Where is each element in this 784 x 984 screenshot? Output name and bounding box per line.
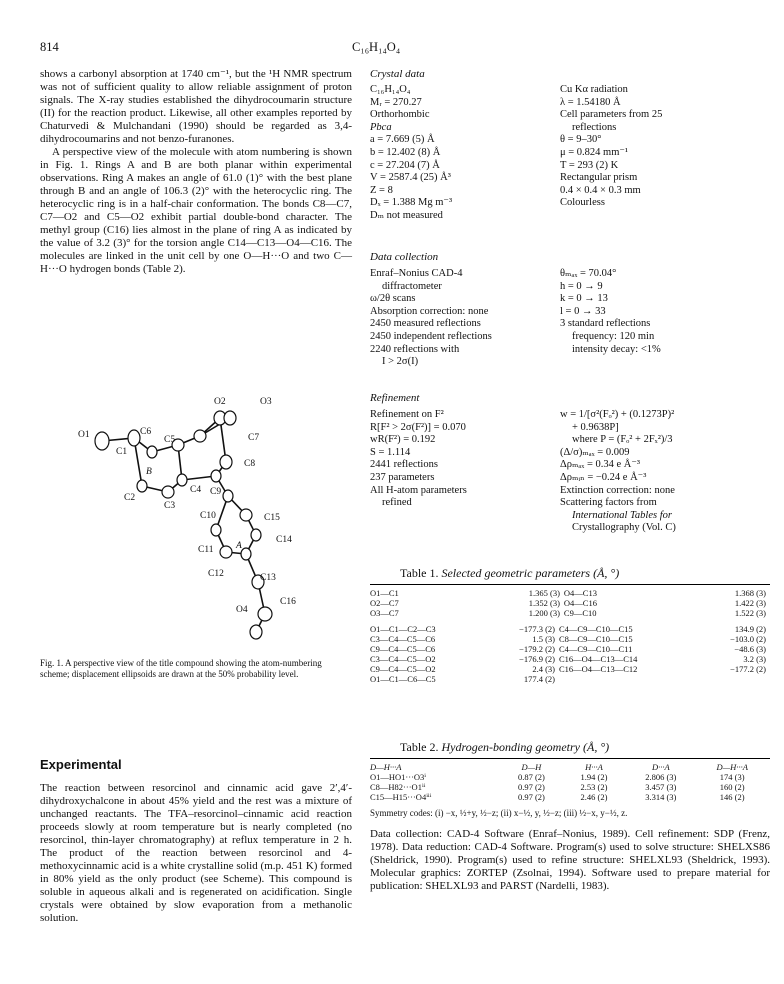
table1-label: Table 1. xyxy=(400,566,439,580)
ring-label-A: A xyxy=(236,541,242,551)
table2-title: Hydrogen-bonding geometry (Å, °) xyxy=(441,740,610,754)
crystal-colour: Colourless xyxy=(560,197,605,209)
table2-hbonds xyxy=(370,762,770,802)
atom-label-C1: C1 xyxy=(116,447,128,457)
diffractometer-cont: diffractometer xyxy=(382,280,442,292)
table2-row-cell: 3.314 (3) xyxy=(645,792,677,802)
page-number: 814 xyxy=(40,40,59,54)
scattering-source: International Tables for xyxy=(572,509,672,521)
atom-label-O4: O4 xyxy=(236,605,248,615)
parameters: 237 parameters xyxy=(370,471,435,483)
table2-header-cell: D—H···A xyxy=(370,762,402,772)
reflections-used: 2441 reflections xyxy=(370,459,438,471)
table1-torsion-row-cell: −48.6 (3) xyxy=(734,644,766,654)
table2-header-cell: H···A xyxy=(585,762,603,772)
refinement-on: Refinement on F² xyxy=(370,409,444,420)
table1-torsion-row-cell: 3.2 (3) xyxy=(743,654,766,664)
table1-bond-row-cell: O4—C16 xyxy=(563,598,597,608)
table1-bond-row-cell: 1.200 (3) xyxy=(528,608,560,618)
table1-torsion-row-cell: C3—C4—C5—O2 xyxy=(370,654,436,664)
refinement-title: Refinement xyxy=(370,392,420,404)
cell-volume: V = 2587.4 (25) Å³ xyxy=(370,172,451,184)
table1-torsion-row-cell: 177.4 (2) xyxy=(523,674,555,684)
measured-reflections: 2450 measured reflections xyxy=(370,318,481,330)
table1-torsion-row-cell: −177.2 (2) xyxy=(730,664,766,674)
theta-range: θ = 9–30° xyxy=(560,134,602,146)
wavelength: λ = 1.54180 Å xyxy=(560,96,621,108)
wr-factor: wR(F²) = 0.192 xyxy=(370,434,436,446)
table1-torsion-row-cell: 134.9 (2) xyxy=(734,624,766,634)
standard-reflections: 3 standard reflections xyxy=(560,318,651,330)
refinement-right xyxy=(560,409,770,535)
atom-label-C14: C14 xyxy=(276,535,292,545)
atom-label-C5: C5 xyxy=(164,435,176,445)
table1-torsion-row xyxy=(370,674,770,684)
table2-row-cell: 0.97 (2) xyxy=(517,792,545,802)
delta-rho-min: Δρₘᵢₙ = −0.24 e Å⁻³ xyxy=(560,471,647,483)
table1-bond-row-cell: C9—C10 xyxy=(563,608,597,618)
atom-label-O3: O3 xyxy=(260,397,272,407)
observed-reflections: 2240 reflections with xyxy=(370,343,460,355)
goodness-of-fit: S = 1.114 xyxy=(370,446,411,458)
table1-title: Selected geometric parameters (Å, °) xyxy=(441,566,620,580)
atom-label-C6: C6 xyxy=(140,427,152,437)
table1-bond-row-cell: O3—C7 xyxy=(370,608,399,618)
experimental-text: The reaction between resorcinol and cinnamic acid gave 2′,4′-dihydroxychalcone in about 45% yield and the rest was a mixture of unchanged reactants. The TFA–resorcinol–cinnamic acid reaction proceeds slowly at room temperature but is nearly completed (no resorcinol, thin-layer chromatography) at reflux temperature in 2 h. The product of the reaction between resorcinol and 4-methoxycinnamic acid is a white crystalline solid (m.p. 451 K) formed in 80% yield as the only product (see Scheme). This compound is soluble in aqueous alkali and is regenerated on acidification. Single crystals were obtained by slow evaporation from a methanolic solution. xyxy=(40,782,352,924)
molecule-figure xyxy=(60,392,360,657)
atom-label-C2: C2 xyxy=(124,493,136,503)
l-range: l = 0 → 33 xyxy=(560,305,606,317)
table1-torsion-row-cell: C4—C9—C10—C11 xyxy=(559,644,633,654)
intro-paragraph-2: A perspective view of the molecule with atom numbering is shown in Fig. 1. Rings A and B are both planar within experimental observations. Ring A makes an angle of 61.0 (1)° with the best plane through B and an angle of 106.3 (2)° with the heterocyclic ring. The heterocyclic ring is in a half-chair conformation. The bonds C8—C7, C7—O2 and C5—O2 exhibit partial double-bond character. The methyl group (C16) lies almost in the plane of ring A as indicated by the value of 3.2 (3)° for the torsion angle C14—C13—O4—C16. The molecules are linked in the unit cell by one O—H···O and two C—H···O hydrogen bonds (Table 2). xyxy=(40,146,352,275)
table1-bond-row xyxy=(370,598,770,608)
scan-type: ω/2θ scans xyxy=(370,293,416,305)
table1-torsion-row-cell: C9—C4—C5—O2 xyxy=(370,664,436,674)
table2-row-cell: 2.806 (3) xyxy=(645,772,677,782)
figure-caption: Fig. 1. A perspective view of the title compound showing the atom-numbering scheme; displacement ellipsoids are drawn at the 50% probability level. xyxy=(40,658,322,679)
table2-row-cell: 3.457 (3) xyxy=(645,782,677,792)
table2-row-cell: 0.97 (2) xyxy=(517,782,545,792)
independent-reflections: 2450 independent reflections xyxy=(370,330,492,342)
cell-b: b = 12.402 (8) Å xyxy=(370,146,441,158)
table1-torsion-row-cell xyxy=(559,674,701,684)
intro-paragraph-1: shows a carbonyl absorption at 1740 cm⁻¹, but the ¹H NMR spectrum was not of sufficient quality to allow reliable assignment of proton signals. The X-ray studies established the dihydrocoumarin structure (II) for the reaction product. Likewise, all other examples reported by Chaturvedi & Mulchandani (1990) should be regarded as 3,4-dihydrocoumarins and not benzo-furanones. xyxy=(40,68,352,145)
cell-a: a = 7.669 (5) Å xyxy=(370,134,435,146)
table2-row-cell: 160 (2) xyxy=(719,782,745,792)
table1-bond-row-cell: 1.365 (3) xyxy=(528,588,560,598)
mu: μ = 0.824 mm⁻¹ xyxy=(560,146,629,158)
r-factor: R[F² > 2σ(F²)] = 0.070 xyxy=(370,421,466,433)
molar-mass: Mᵣ = 270.27 xyxy=(370,96,422,108)
atom-label-C13: C13 xyxy=(260,573,276,583)
atom-label-C12: C12 xyxy=(208,569,224,579)
table1-torsion-row xyxy=(370,634,770,644)
theta-max: θₘₐₓ = 70.04° xyxy=(560,268,617,279)
table2-caption xyxy=(400,740,609,755)
k-range: k = 0 → 13 xyxy=(560,293,608,305)
table1-bond-row xyxy=(370,608,770,618)
table2-row xyxy=(370,772,770,782)
table1-torsion-row-cell: O1—C1—C6—C5 xyxy=(370,674,436,684)
atom-label-C4: C4 xyxy=(190,485,202,495)
running-title: C₁₆H₁₄O₄ xyxy=(352,40,401,54)
crystal-shape: Rectangular prism xyxy=(560,172,638,184)
cell-params: Cell parameters from 25 xyxy=(560,109,663,121)
table1-torsion-row xyxy=(370,624,770,634)
table1-torsion-row-cell: −177.3 (2) xyxy=(519,624,555,634)
space-group: Pbca xyxy=(370,121,392,133)
table1-torsion-row-cell: C4—C9—C10—C15 xyxy=(559,624,633,634)
atom-label-O1: O1 xyxy=(78,430,90,440)
table1-torsion-row-cell: −176.9 (2) xyxy=(519,654,555,664)
weighting-scheme-cont: + 0.9638P] xyxy=(572,421,619,433)
table1-bond-row-cell: 1.522 (3) xyxy=(734,608,766,618)
crystal-system: Orthorhombic xyxy=(370,109,430,121)
table1-bond-row-cell: O4—C13 xyxy=(563,588,597,598)
weighting-scheme: w = 1/[σ²(Fₒ²) + (0.1273P)² xyxy=(560,409,675,420)
crystal-size: 0.4 × 0.4 × 0.3 mm xyxy=(560,184,641,196)
table1-caption xyxy=(400,566,619,581)
table2-row-cell: 2.53 (2) xyxy=(580,782,608,792)
table1-torsions xyxy=(370,624,770,684)
table2-row xyxy=(370,782,770,792)
table2-row-cell: O1—HO1···O3ⁱ xyxy=(370,772,427,782)
table1-torsion-row-cell xyxy=(701,674,770,684)
h-atom-treatment: All H-atom parameters xyxy=(370,484,467,496)
crystal-data-right xyxy=(560,84,760,210)
experimental-heading: Experimental xyxy=(40,757,122,772)
table2-row-cell: 146 (2) xyxy=(719,792,745,802)
table2-row-cell: 174 (3) xyxy=(719,772,745,782)
standard-frequency: frequency: 120 min xyxy=(572,330,655,342)
table1-torsion-row xyxy=(370,664,770,674)
table2-row-cell: 1.94 (2) xyxy=(580,772,608,782)
temperature: T = 293 (2) K xyxy=(560,159,619,171)
atom-label-C15: C15 xyxy=(264,513,280,523)
density-x: Dₓ = 1.388 Mg m⁻³ xyxy=(370,197,453,209)
cell-params-cont: reflections xyxy=(572,121,617,133)
table1-torsion-row xyxy=(370,654,770,664)
table2-header-cell: D···A xyxy=(651,762,670,772)
h-atom-treatment-cont: refined xyxy=(382,497,412,509)
software-text: Data collection: CAD-4 Software (Enraf–Nonius, 1989). Cell refinement: SDP (Frenz, 1978). Data reduction: CAD-4 Software. Program(s) used to solve structure: SHELXS86 (Sheldrick, 1990). Program(s) used to refine structure: SHELXL93 (Sheldrick, 1993). Molecular graphics: ZORTEP (Zsolnai, 1994). Software used to prepare material for publication: SHELXL93 and PARST (Nardelli, 1983). xyxy=(370,828,770,892)
table1-torsion-row-cell: O1—C1—C2—C3 xyxy=(370,624,436,634)
table2-row-cell: 2.46 (2) xyxy=(580,792,608,802)
table1-torsion-row-cell: C3—C4—C5—C6 xyxy=(370,634,436,644)
table1-bond-row-cell: 1.352 (3) xyxy=(528,598,560,608)
scattering-source-cont: Crystallography (Vol. C) xyxy=(572,522,676,534)
h-range: h = 0 → 9 xyxy=(560,280,603,292)
atom-label-O2: O2 xyxy=(214,397,226,407)
refinement-left xyxy=(370,409,560,510)
atom-label-C3: C3 xyxy=(164,501,176,511)
table2-row-cell: C15—H15···O4ⁱⁱⁱ xyxy=(370,792,432,802)
data-collection-left xyxy=(370,268,560,369)
table2-header-cell: D—H xyxy=(521,762,542,772)
z-value: Z = 8 xyxy=(370,184,393,196)
atom-label-C10: C10 xyxy=(200,511,216,521)
table1-torsion-row-cell: −179.2 (2) xyxy=(519,644,555,654)
intensity-decay: intensity decay: <1% xyxy=(572,343,661,355)
table2-row-cell: 0.87 (2) xyxy=(517,772,545,782)
table1-torsion-row-cell: C8—C9—C10—C15 xyxy=(559,634,633,644)
table1-bond-row-cell: O1—C1 xyxy=(370,588,399,598)
table2-row-cell: C8—H82···O1ⁱⁱ xyxy=(370,782,426,792)
diffractometer: Enraf–Nonius CAD-4 xyxy=(370,268,463,279)
atom-label-C16: C16 xyxy=(280,597,296,607)
crystal-data-title: Crystal data xyxy=(370,68,425,80)
table1-torsion-row-cell: C16—O4—C13—C12 xyxy=(559,664,638,674)
table1-rule-top xyxy=(370,584,770,585)
density-m: Dₘ not measured xyxy=(370,209,443,221)
data-collection-right xyxy=(560,268,760,356)
table2-rule-top xyxy=(370,758,770,759)
atom-label-C9: C9 xyxy=(210,487,222,497)
absorption-correction: Absorption correction: none xyxy=(370,305,489,317)
table1-torsion-row xyxy=(370,644,770,654)
formula: C₁₆H₁₄O₄ xyxy=(370,84,411,95)
table1-bond-row-cell: O2—C7 xyxy=(370,598,399,608)
weighting-p-def: where P = (Fₒ² + 2Fₓ²)/3 xyxy=(572,434,673,446)
radiation: Cu Kα radiation xyxy=(560,84,628,95)
table2-row xyxy=(370,792,770,802)
intro-text xyxy=(40,68,352,276)
ring-label-B: B xyxy=(146,467,152,477)
table1-torsion-row-cell: 2.4 (3) xyxy=(532,664,555,674)
cell-c: c = 27.204 (7) Å xyxy=(370,159,440,171)
symmetry-codes: Symmetry codes: (i) −x, ½+y, ½−z; (ii) x−½, y, ½−z; (iii) ½−x, y−½, z. xyxy=(370,808,628,818)
data-collection-title: Data collection xyxy=(370,251,439,263)
table1-torsion-row-cell: −103.0 (2) xyxy=(730,634,766,644)
table2-label: Table 2. xyxy=(400,740,439,754)
table1-torsion-row-cell: C9—C4—C5—C6 xyxy=(370,644,436,654)
scattering-factors: Scattering factors from xyxy=(560,497,657,509)
table1-bond-row xyxy=(370,588,770,598)
table1-bonds xyxy=(370,588,770,618)
table1-bond-row-cell: 1.422 (3) xyxy=(734,598,766,608)
table1-torsion-row-cell: C16—O4—C13—C14 xyxy=(559,654,638,664)
extinction-correction: Extinction correction: none xyxy=(560,484,675,496)
table2-header-cell: D—H···A xyxy=(716,762,748,772)
atom-label-C8: C8 xyxy=(244,459,256,469)
atom-label-C11: C11 xyxy=(198,545,214,555)
atom-label-C7: C7 xyxy=(248,433,260,443)
crystal-data-left xyxy=(370,84,560,223)
table1-bond-row-cell: 1.368 (3) xyxy=(734,588,766,598)
delta-rho-max: Δρₘₐₓ = 0.34 e Å⁻³ xyxy=(560,459,641,471)
table1-torsion-row-cell: 1.5 (3) xyxy=(532,634,555,644)
shift-error-max: (Δ/σ)ₘₐₓ = 0.009 xyxy=(560,446,630,458)
observed-criterion: I > 2σ(I) xyxy=(382,356,419,368)
